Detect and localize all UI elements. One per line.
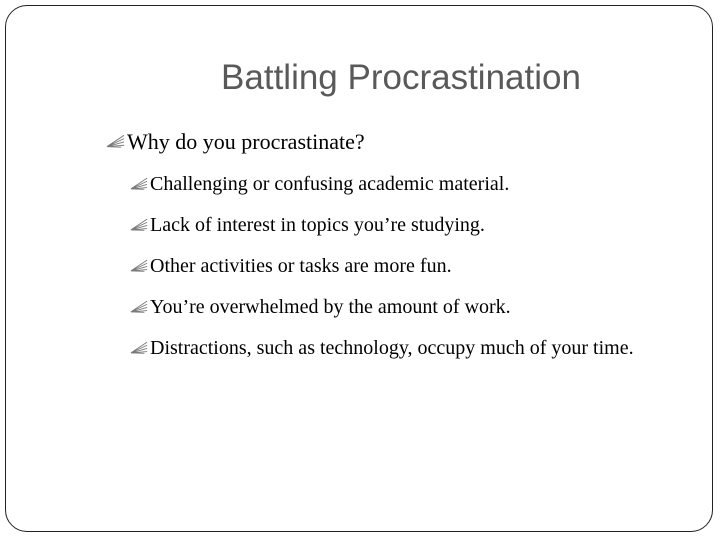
fan-bullet-icon [106,134,125,148]
fan-bullet-icon [130,300,148,313]
sub-bullet-item [130,334,706,363]
slide-body [106,128,706,375]
bullet-text: Why do you procrastinate? [127,129,365,154]
sub-bullet-text: Challenging or confusing academic material. [150,173,510,195]
slide-title: Battling Procrastination [221,58,581,97]
sub-bullet-text: You’re overwhelmed by the amount of work. [150,296,511,318]
slide-frame [5,5,713,532]
fan-bullet-icon [130,177,148,190]
fan-bullet-icon [130,259,148,272]
bullet-item [106,128,706,156]
sub-bullet-text: Lack of interest in topics you’re studying. [150,214,485,236]
fan-bullet-icon [130,218,148,231]
sub-bullet-item [130,170,706,199]
fan-bullet-icon [130,341,148,354]
sub-bullet-text: Distractions, such as technology, occupy much of your time. [150,337,634,359]
sub-bullet-item [130,211,706,240]
sub-bullet-item [130,252,706,281]
sub-bullet-item [130,293,706,322]
sub-bullet-text: Other activities or tasks are more fun. [150,255,452,277]
